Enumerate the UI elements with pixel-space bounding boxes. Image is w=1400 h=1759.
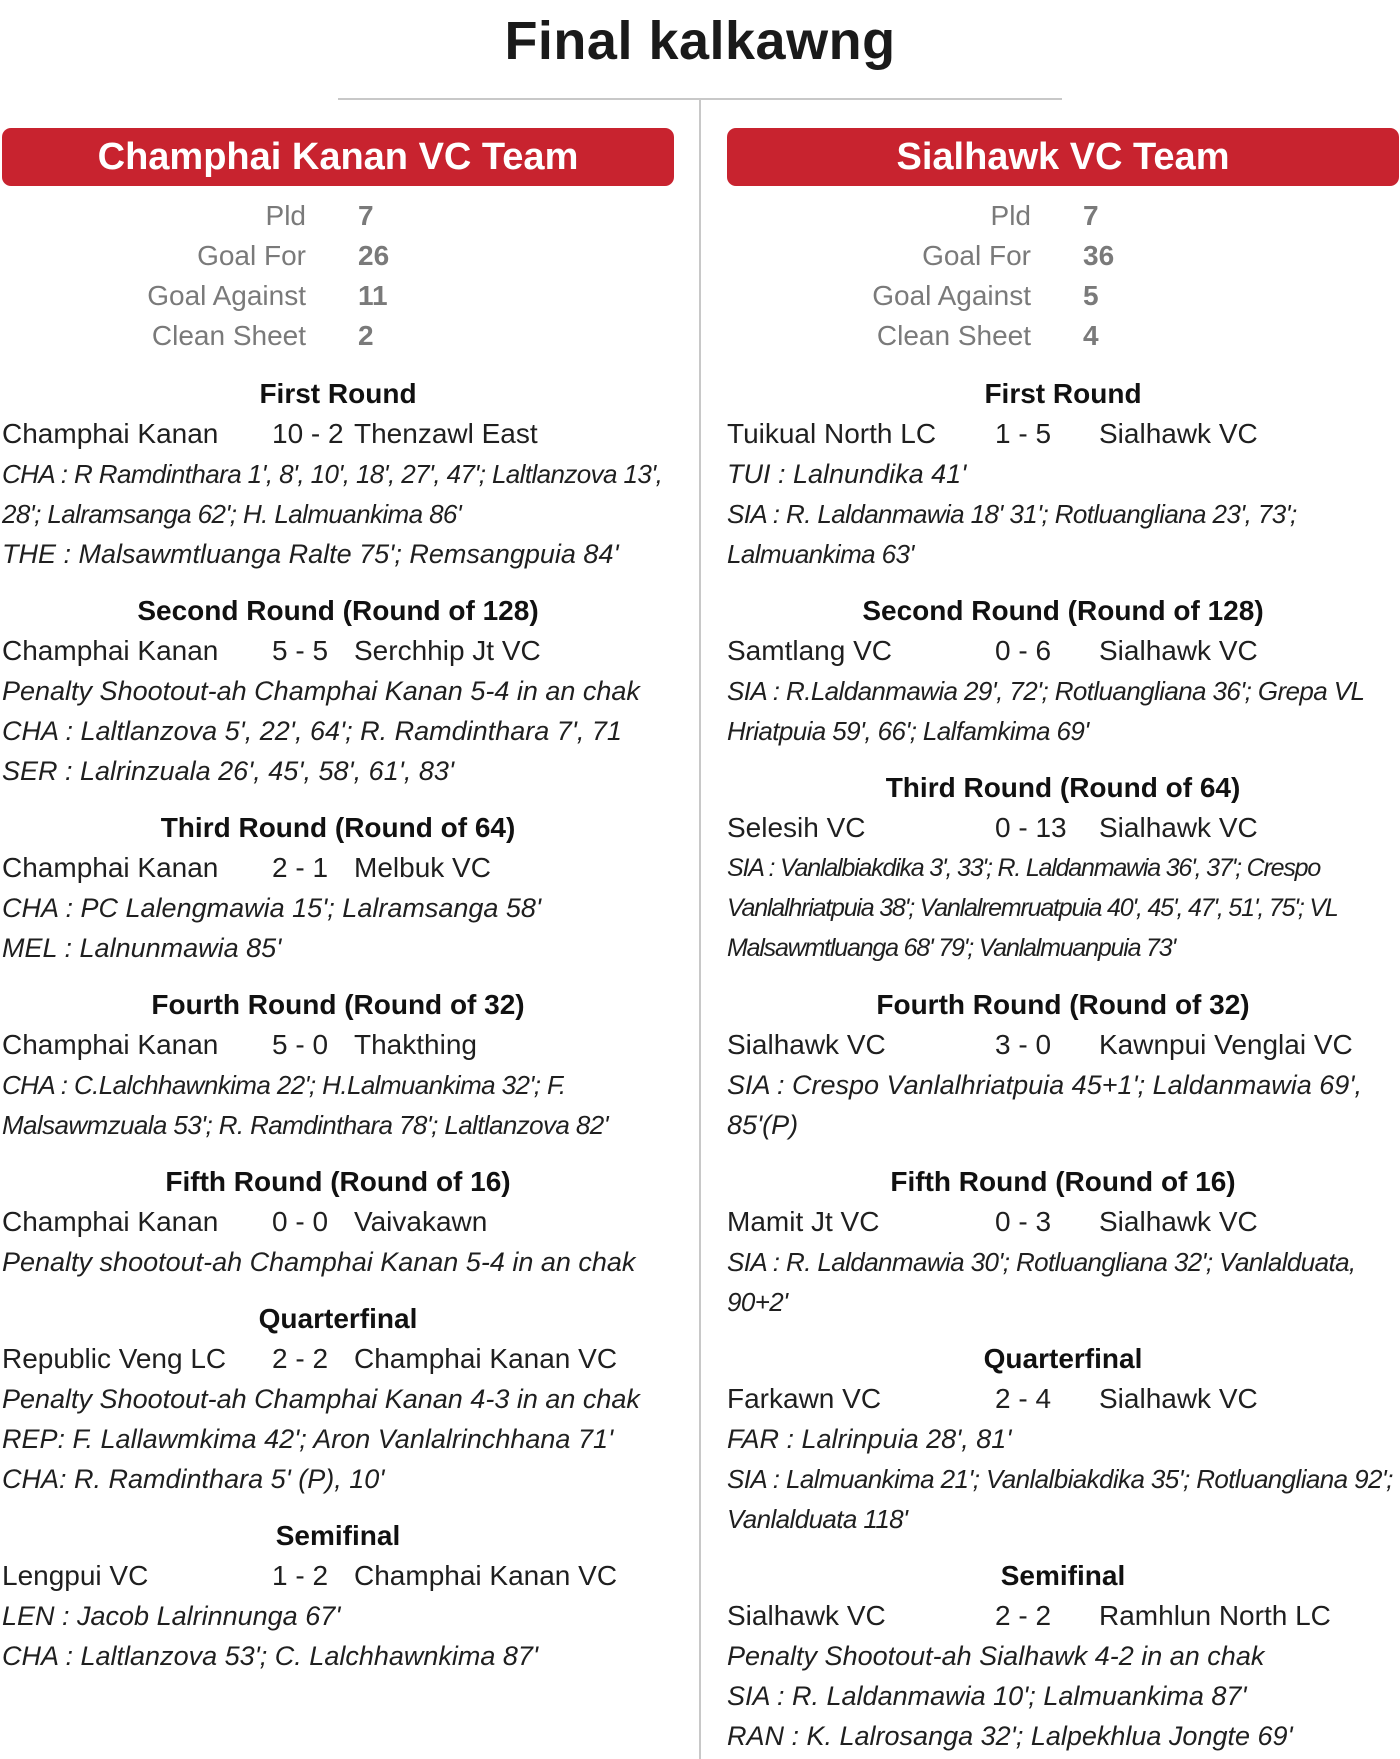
column-divider <box>699 100 701 1759</box>
round-title: First Round <box>984 378 1142 409</box>
home-team: Champhai Kanan <box>2 1206 219 1237</box>
home-team: Champhai Kanan <box>2 852 219 883</box>
scorers-note: SIA : Crespo Vanlalhriatpuia 45+1'; Laldanmawia 69', 85'(P) <box>727 1070 1362 1140</box>
home-team: Champhai Kanan <box>2 1029 219 1060</box>
stat-row <box>2 316 674 356</box>
round-block <box>727 1339 1399 1539</box>
match-score: 2 - 1 <box>272 852 329 883</box>
home-team: Farkawn VC <box>727 1383 882 1414</box>
match-score: 5 - 0 <box>272 1029 329 1060</box>
home-team: Samtlang VC <box>727 635 892 666</box>
stat-label: Goal Against <box>872 280 1031 311</box>
stat-row <box>727 276 1399 316</box>
scorers-note: RAN : K. Lalrosanga 32'; Lalpekhlua Jongte 69' <box>727 1721 1293 1751</box>
match-row <box>2 414 674 454</box>
match-row <box>727 631 1399 671</box>
match-score: 1 - 2 <box>272 1560 329 1591</box>
round-title: Quarterfinal <box>258 1303 418 1334</box>
stat-label: Clean Sheet <box>151 320 306 351</box>
match-row <box>2 1339 674 1379</box>
round-block <box>727 1162 1399 1322</box>
round-title: Semifinal <box>1000 1560 1126 1591</box>
scorers-note: SIA : R. Laldanmawia 10'; Lalmuankima 87' <box>727 1681 1247 1711</box>
scorers-note: CHA: R. Ramdinthara 5' (P), 10' <box>2 1464 385 1494</box>
stat-row <box>727 316 1399 356</box>
match-score: 0 - 13 <box>995 812 1067 843</box>
away-team: Sialhawk VC <box>1099 1206 1258 1237</box>
away-team: Melbuk VC <box>354 852 491 883</box>
stat-value: 26 <box>358 240 390 271</box>
scorers-note: LEN : Jacob Lalrinnunga 67' <box>2 1601 341 1631</box>
stat-label: Pld <box>990 200 1031 231</box>
team-banner: Champhai Kanan VC Team <box>2 128 674 186</box>
match-row <box>2 1202 674 1242</box>
match-score: 2 - 2 <box>995 1600 1052 1631</box>
home-team: Republic Veng LC <box>2 1343 227 1374</box>
match-score: 3 - 0 <box>995 1029 1052 1060</box>
away-team: Serchhip Jt VC <box>354 635 541 666</box>
stat-label: Goal For <box>922 240 1031 271</box>
match-row <box>727 1202 1399 1242</box>
scorers-note: MEL : Lalnunmawia 85' <box>2 933 282 963</box>
away-team: Sialhawk VC <box>1099 635 1258 666</box>
scorers-note: THE : Malsawmtluanga Ralte 75'; Remsangpuia 84' <box>2 539 619 569</box>
away-team: Sialhawk VC <box>1099 1383 1258 1414</box>
round-block <box>2 591 674 791</box>
stat-value: 2 <box>358 320 374 351</box>
stat-row <box>2 276 674 316</box>
team-banner: Sialhawk VC Team <box>727 128 1399 186</box>
match-row <box>727 1025 1399 1065</box>
match-score: 2 - 4 <box>995 1383 1052 1414</box>
scorers-note: SIA : Vanlalbiakdika 3', 33'; R. Laldanmawia 36', 37'; Crespo Vanlalhriatpuia 38'; Vanlalremruatpuia 40', 45', 47', 51', 75'; VL Malsawmtluanga 68' 79'; Vanlalmuanpuia 73' <box>727 854 1338 962</box>
scorers-note: CHA : R Ramdinthara 1', 8', 10', 18', 27', 47'; Laltlanzova 13', 28'; Lalramsanga 62'; H. Lalmuankima 86' <box>2 459 663 529</box>
home-team: Sialhawk VC <box>727 1600 886 1631</box>
home-team: Tuikual North LC <box>727 418 937 449</box>
round-block <box>727 985 1399 1145</box>
match-score: 1 - 5 <box>995 418 1052 449</box>
round-title: Fifth Round (Round of 16) <box>165 1166 511 1197</box>
scorers-note: Penalty shootout-ah Champhai Kanan 5-4 in an chak <box>2 1247 636 1277</box>
scorers-note: CHA : C.Lalchhawnkima 22'; H.Lalmuankima 32'; F. Malsawmzuala 53'; R. Ramdinthara 78'; Laltlanzova 82' <box>2 1070 608 1140</box>
round-list <box>2 374 674 1676</box>
away-team: Champhai Kanan VC <box>354 1560 618 1591</box>
round-block <box>727 768 1399 968</box>
page-title: Final kalkawng <box>504 11 896 71</box>
round-block <box>727 1556 1399 1756</box>
round-title: Third Round (Round of 64) <box>160 812 516 843</box>
stat-label: Goal Against <box>147 280 306 311</box>
home-team: Mamit Jt VC <box>727 1206 880 1237</box>
stat-value: 7 <box>358 200 374 231</box>
scorers-note: Penalty Shootout-ah Champhai Kanan 5-4 in an chak <box>2 676 640 706</box>
scorers-note: SIA : Lalmuankima 21'; Vanlalbiakdika 35'; Rotluangliana 92'; Vanlalduata 118' <box>727 1464 1393 1534</box>
team-stats <box>2 196 674 356</box>
stat-value: 7 <box>1083 200 1099 231</box>
match-row <box>727 1379 1399 1419</box>
away-team: Thenzawl East <box>354 418 538 449</box>
stat-value: 11 <box>358 280 388 311</box>
stat-label: Clean Sheet <box>876 320 1031 351</box>
team-column-right <box>727 128 1399 1759</box>
round-block <box>2 808 674 968</box>
home-team: Selesih VC <box>727 812 866 843</box>
scorers-note: Penalty Shootout-ah Sialhawk 4-2 in an chak <box>727 1641 1265 1671</box>
scorers-note: SIA : R. Laldanmawia 18' 31'; Rotluangliana 23', 73'; Lalmuankima 63' <box>727 499 1297 569</box>
stat-value: 4 <box>1083 320 1099 351</box>
scorers-note: Penalty Shootout-ah Champhai Kanan 4-3 in an chak <box>2 1384 640 1414</box>
away-team: Champhai Kanan VC <box>354 1343 618 1374</box>
stat-row <box>727 236 1399 276</box>
round-title: Second Round (Round of 128) <box>862 595 1264 626</box>
match-row <box>727 808 1399 848</box>
home-team: Sialhawk VC <box>727 1029 886 1060</box>
away-team: Sialhawk VC <box>1099 418 1258 449</box>
scorers-note: SER : Lalrinzuala 26', 45', 58', 61', 83' <box>2 756 455 786</box>
match-score: 0 - 6 <box>995 635 1052 666</box>
match-row <box>727 1596 1399 1636</box>
stat-row <box>2 236 674 276</box>
match-row <box>2 631 674 671</box>
stat-row <box>2 196 674 236</box>
scorers-note: CHA : PC Lalengmawia 15'; Lalramsanga 58' <box>2 893 542 923</box>
home-team: Champhai Kanan <box>2 635 219 666</box>
scorers-note: CHA : Laltlanzova 53'; C. Lalchhawnkima 87' <box>2 1641 539 1671</box>
round-block <box>2 374 674 574</box>
round-block <box>727 591 1399 751</box>
away-team: Vaivakawn <box>354 1206 488 1237</box>
round-block <box>2 1299 674 1499</box>
scorers-note: CHA : Laltlanzova 5', 22', 64'; R. Ramdinthara 7', 71 <box>2 716 622 746</box>
round-title: Quarterfinal <box>983 1343 1143 1374</box>
match-score: 10 - 2 <box>272 418 344 449</box>
away-team: Ramhlun North LC <box>1099 1600 1331 1631</box>
stat-value: 36 <box>1083 240 1115 271</box>
scorers-note: REP: F. Lallawmkima 42'; Aron Vanlalrinchhana 71' <box>2 1424 614 1454</box>
away-team: Kawnpui Venglai VC <box>1099 1029 1353 1060</box>
match-row <box>2 1025 674 1065</box>
match-row <box>2 1556 674 1596</box>
round-block <box>727 374 1399 574</box>
match-score: 0 - 0 <box>272 1206 329 1237</box>
round-title: First Round <box>259 378 417 409</box>
away-team: Thakthing <box>354 1029 477 1060</box>
round-title: Fifth Round (Round of 16) <box>890 1166 1236 1197</box>
round-block <box>2 985 674 1145</box>
away-team: Sialhawk VC <box>1099 812 1258 843</box>
scorers-note: TUI : Lalnundika 41' <box>727 459 967 489</box>
stat-value: 5 <box>1083 280 1099 311</box>
round-list <box>727 374 1399 1756</box>
home-team: Lengpui VC <box>2 1560 149 1591</box>
round-title: Fourth Round (Round of 32) <box>151 989 525 1020</box>
scorers-note: SIA : R.Laldanmawia 29', 72'; Rotluangliana 36'; Grepa VL Hriatpuia 59', 66'; Lalfamkima 69' <box>727 676 1364 746</box>
stat-label: Pld <box>265 200 306 231</box>
match-score: 0 - 3 <box>995 1206 1052 1237</box>
team-stats <box>727 196 1399 356</box>
scorers-note: FAR : Lalrinpuia 28', 81' <box>727 1424 1012 1454</box>
stat-label: Goal For <box>197 240 306 271</box>
match-row <box>2 848 674 888</box>
match-score: 2 - 2 <box>272 1343 329 1374</box>
round-title: Third Round (Round of 64) <box>885 772 1241 803</box>
home-team: Champhai Kanan <box>2 418 219 449</box>
match-score: 5 - 5 <box>272 635 329 666</box>
round-title: Second Round (Round of 128) <box>137 595 539 626</box>
round-title: Semifinal <box>275 1520 401 1551</box>
round-title: Fourth Round (Round of 32) <box>876 989 1250 1020</box>
match-row <box>727 414 1399 454</box>
team-column-left <box>2 128 674 1693</box>
round-block <box>2 1162 674 1282</box>
scorers-note: SIA : R. Laldanmawia 30'; Rotluangliana 32'; Vanlalduata, 90+2' <box>727 1247 1356 1317</box>
stat-row <box>727 196 1399 236</box>
round-block <box>2 1516 674 1676</box>
